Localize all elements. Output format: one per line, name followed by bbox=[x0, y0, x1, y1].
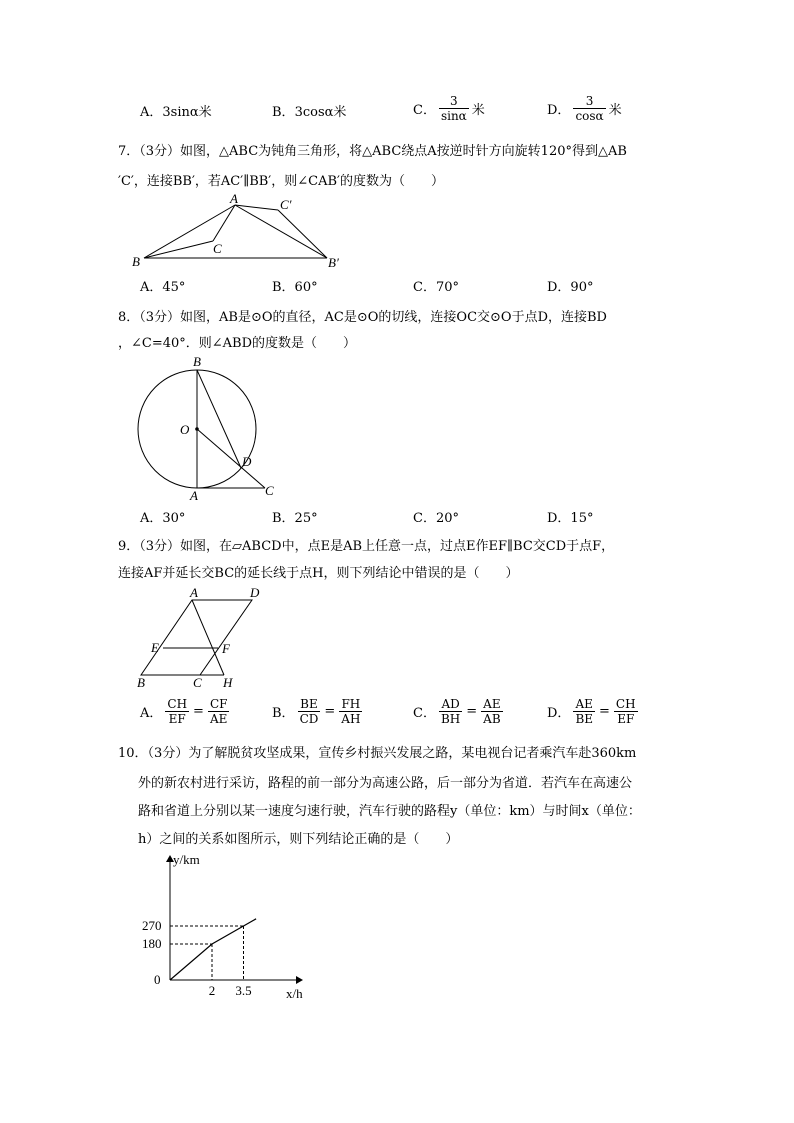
q6-option-a[interactable] bbox=[140, 101, 212, 120]
q10-stem-line1: 10．（3分）为了解脱贫攻坚成果，宣传乡村振兴发展之路，某电视台记者乘汽车赴360km bbox=[118, 746, 637, 761]
option-letter: D． bbox=[547, 103, 571, 118]
q10-stem-line2: 外的新农村进行采访，路程的前一部分为高速公路，后一部分为省道．若汽车在高速公 bbox=[138, 776, 633, 791]
q9-option-a[interactable] bbox=[140, 697, 232, 726]
q10-line-chart bbox=[140, 850, 320, 1005]
unit: 米 bbox=[608, 103, 622, 118]
q6-option-b[interactable] bbox=[272, 101, 346, 120]
label-C: C bbox=[213, 241, 222, 256]
fraction bbox=[573, 94, 605, 123]
y-tick-label: 180 bbox=[142, 936, 162, 951]
q9-figure bbox=[130, 582, 270, 692]
numerator: 3 bbox=[439, 94, 469, 109]
q8-stem-line1: 8．（3分）如图，AB是⊙O的直径，AC是⊙O的切线，连接OC交⊙O于点D，连接BD bbox=[118, 310, 607, 325]
q8-figure bbox=[130, 352, 290, 502]
q8-option-c[interactable]: C．20° bbox=[413, 511, 459, 526]
q9-option-c[interactable] bbox=[413, 697, 506, 726]
fraction-right bbox=[208, 697, 230, 726]
unit: 米 bbox=[471, 103, 485, 118]
fraction-right bbox=[339, 697, 362, 726]
denominator: BE bbox=[575, 712, 594, 726]
fraction bbox=[439, 94, 469, 123]
label-H: H bbox=[223, 675, 233, 690]
option-letter: B． bbox=[272, 706, 295, 721]
q6-option-d[interactable] bbox=[547, 94, 622, 123]
q8-option-a[interactable]: A．30° bbox=[140, 511, 186, 526]
denominator: EF bbox=[617, 712, 635, 726]
numerator: AE bbox=[481, 697, 502, 712]
origin-label: 0 bbox=[154, 972, 161, 987]
numerator: AD bbox=[439, 697, 462, 712]
denominator: sinα bbox=[440, 109, 467, 123]
fraction-left bbox=[573, 697, 595, 726]
option-letter: D． bbox=[547, 706, 571, 721]
option-letter: C． bbox=[413, 706, 436, 721]
numerator: CH bbox=[167, 697, 188, 711]
y-axis-label: y/km bbox=[173, 852, 200, 867]
denominator: cosα bbox=[575, 109, 604, 123]
numerator: FH bbox=[339, 697, 362, 712]
option-text: 3cosα米 bbox=[294, 105, 347, 120]
q7-option-a[interactable]: A．45° bbox=[140, 280, 186, 295]
label-B: B bbox=[132, 254, 140, 269]
option-letter: C． bbox=[413, 103, 436, 118]
q7-figure bbox=[130, 190, 350, 270]
label-B-prime: B′ bbox=[328, 255, 339, 270]
label-C: C bbox=[265, 483, 274, 498]
q8-option-d[interactable]: D．15° bbox=[547, 511, 594, 526]
equals-sign: = bbox=[599, 704, 610, 719]
numerator: CF bbox=[209, 697, 228, 711]
equals-sign: = bbox=[324, 704, 336, 719]
denominator: AB bbox=[483, 712, 501, 726]
q10-stem-line4: h）之间的关系如图所示，则下列结论正确的是（ ） bbox=[138, 832, 459, 847]
numerator: AE bbox=[573, 697, 595, 712]
fraction-right bbox=[481, 697, 502, 726]
x-tick-label: 2 bbox=[208, 983, 216, 998]
label-E: E bbox=[151, 640, 159, 655]
option-text: 3sinα米 bbox=[162, 105, 212, 120]
fraction-left bbox=[165, 697, 189, 726]
label-C-prime: C′ bbox=[280, 197, 292, 212]
option-letter: B． bbox=[272, 105, 295, 120]
label-A: A bbox=[190, 488, 198, 502]
q8-stem-line2: ，∠C=40°．则∠ABD的度数是（ ） bbox=[118, 336, 357, 351]
label-D: D bbox=[242, 454, 252, 469]
q8-option-b[interactable]: B．25° bbox=[272, 511, 318, 526]
q9-stem-line1: 9．（3分）如图，在▱ABCD中，点E是AB上任意一点，过点E作EF∥BC交CD于点F， bbox=[118, 539, 615, 554]
option-letter: A． bbox=[140, 706, 163, 721]
numerator: BE bbox=[298, 697, 321, 712]
q7-option-b[interactable]: B．60° bbox=[272, 280, 318, 295]
segment-CA bbox=[213, 205, 235, 241]
denominator: EF bbox=[168, 712, 186, 726]
label-O: O bbox=[180, 422, 190, 437]
q10-stem-line3: 路和省道上分别以某一速度匀速行驶，汽车行驶的路程y（单位：km）与时间x（单位： bbox=[138, 804, 641, 819]
label-B: B bbox=[137, 675, 145, 690]
equals-sign: = bbox=[466, 704, 478, 719]
segment-BC bbox=[144, 241, 213, 258]
label-B: B bbox=[193, 354, 201, 369]
denominator: BH bbox=[440, 712, 461, 726]
label-F: F bbox=[222, 641, 230, 656]
q7-stem-line1: 7．（3分）如图，△ABC为钝角三角形，将△ABC绕点A按逆时针方向旋转120°得到△AB bbox=[118, 144, 627, 159]
fraction-left bbox=[298, 697, 321, 726]
denominator: AH bbox=[341, 712, 361, 726]
x-tick-label: 3.5 bbox=[235, 983, 252, 998]
numerator: 3 bbox=[573, 94, 605, 109]
segment-BD bbox=[197, 370, 241, 468]
fraction-right bbox=[614, 697, 638, 726]
x-axis-label: x/h bbox=[286, 986, 303, 1001]
denominator: AE bbox=[209, 712, 228, 726]
q9-option-b[interactable] bbox=[272, 697, 365, 726]
q7-stem-line2: ′C′，连接BB′，若AC′∥BB′，则∠CAB′的度数为（ ） bbox=[118, 174, 444, 189]
numerator: CH bbox=[615, 697, 636, 711]
q7-option-d[interactable]: D．90° bbox=[547, 280, 594, 295]
q6-option-c[interactable] bbox=[413, 94, 485, 123]
label-A: A bbox=[190, 585, 198, 600]
label-C: C bbox=[193, 675, 202, 690]
q9-stem-line2: 连接AF并延长交BC的延长线于点H，则下列结论中错误的是（ ） bbox=[118, 566, 519, 581]
q7-option-c[interactable]: C．70° bbox=[413, 280, 459, 295]
label-D: D bbox=[250, 585, 260, 600]
fraction-left bbox=[439, 697, 462, 726]
q9-option-d[interactable] bbox=[547, 697, 641, 726]
segment-OC bbox=[197, 429, 265, 488]
center-dot bbox=[195, 427, 199, 431]
y-tick-label: 270 bbox=[142, 918, 162, 933]
label-A: A bbox=[230, 191, 238, 206]
option-letter: A． bbox=[140, 105, 163, 120]
equals-sign: = bbox=[193, 704, 204, 719]
denominator: CD bbox=[299, 712, 319, 726]
